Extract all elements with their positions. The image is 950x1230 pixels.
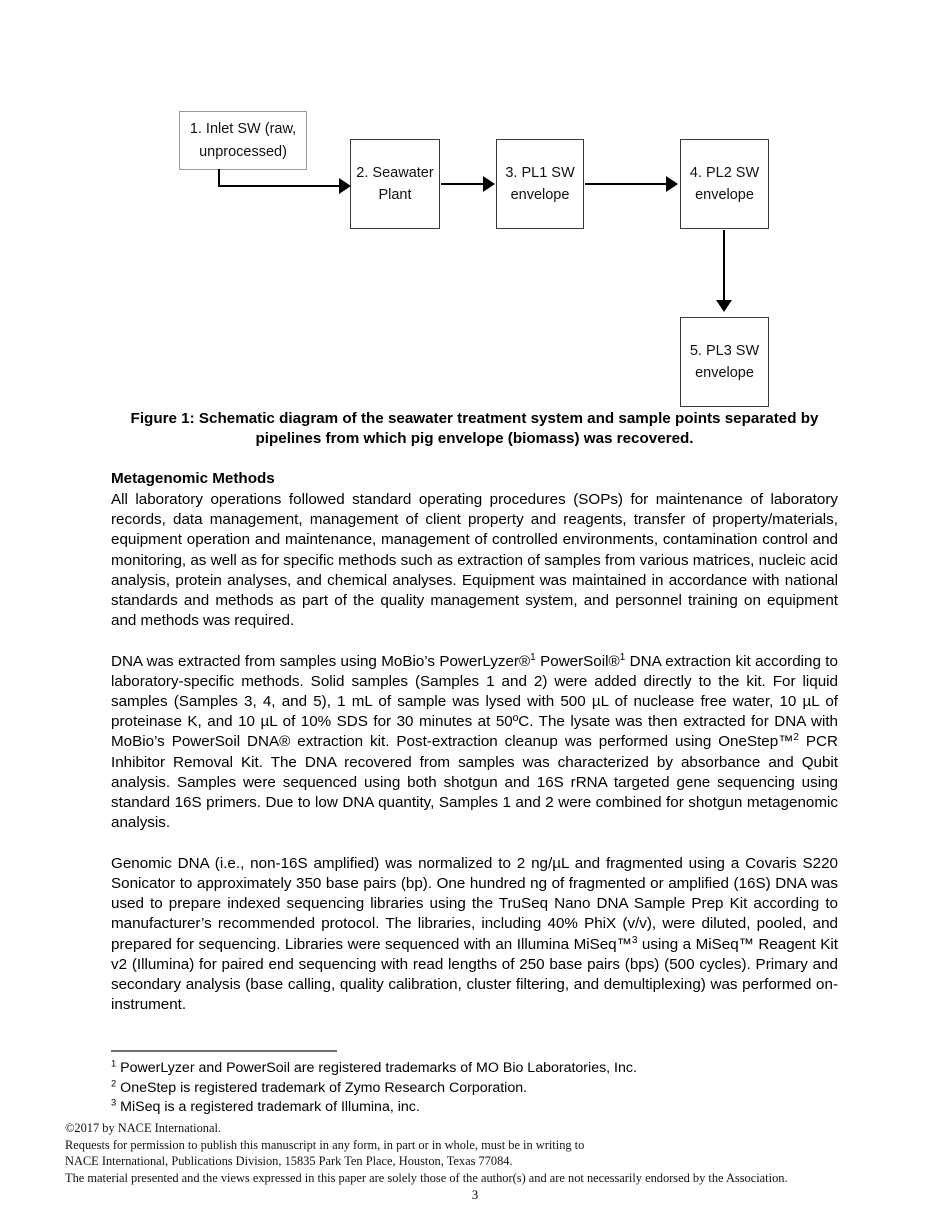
diagram-box-pl3-sw-envelope: [680, 317, 769, 407]
figure-caption: Figure 1: Schematic diagram of the seawater treatment system and sample points separated by pipelines from which pig envelope (biomass) was recovered.: [130, 410, 819, 448]
footnote-text: PowerLyzer and PowerSoil are registered trademarks of MO Bio Laboratories, Inc.: [116, 1060, 637, 1076]
connector-plant-to-pl1: [441, 183, 486, 185]
footnote-item-1: [111, 1059, 838, 1079]
paragraph-segment: DNA was extracted from samples using MoBio’s PowerLyzer®: [111, 652, 531, 670]
copyright-line-1: ©2017 by NACE International.: [65, 1121, 222, 1135]
copyright-line-4: The material presented and the views expressed in this paper are solely those of the author(s) and are not necessarily endorsed by the Association.: [65, 1170, 788, 1185]
arrowhead-right-icon: [483, 176, 495, 192]
diagram-box-label: 3. PL1 SW envelope: [505, 164, 575, 203]
paragraph-segment: Genomic DNA (i.e., non-16S amplified) was normalized to 2 ng/µL and fragmented using a Covaris S220 Sonicator to approximately 350 base pairs (bp). One hundred ng of fragmented or amplified (16S) DNA was used to prepare indexed sequencing libraries using the TruSeq Nano DNA Sample Prep Kit according to manufacturer’s recommended protocol. The libraries, including 40% PhiX (v/v), were diluted, pooled, and prepared for sequencing. Libraries were sequenced with an Illumina MiSeq™: [111, 854, 838, 953]
footnote-item-3: [111, 1098, 838, 1118]
page-number: 3: [471, 1188, 479, 1202]
connector-pl1-to-pl2: [585, 183, 668, 185]
copyright-line-3: NACE International, Publications Division, 15835 Park Ten Place, Houston, Texas 77084.: [65, 1154, 513, 1169]
paragraph-segment: DNA extraction kit according to laboratory-specific methods. Solid samples (Samples 1 and 2) were added directly to the kit. For liquid samples (Samples 3, 4, and 5), 1 mL of sample was lysed with 500 µL of nuclease free water, 10 µL of proteinase K, and 10 µL of 10% SDS for 30 minutes at 50ºC. The lysate was then extracted for DNA with MoBio’s PowerSoil DNA® extraction kit. Post-extraction cleanup was performed using OneStep™: [111, 652, 838, 751]
diagram-box-label: 5. PL3 SW envelope: [689, 342, 760, 381]
figure-1-diagram: [0, 0, 950, 410]
section-heading: Metagenomic Methods: [111, 470, 275, 487]
diagram-box-label: 1. Inlet SW (raw, unprocessed): [189, 121, 297, 160]
diagram-box-inlet-sw: [179, 111, 307, 170]
footnote-separator: [111, 1050, 337, 1052]
diagram-box-label: 4. PL2 SW envelope: [689, 164, 760, 203]
connector-inlet-to-plant-horizontal: [218, 185, 348, 187]
footnote-ref-2: 2: [793, 732, 799, 744]
footnote-list: [111, 1059, 838, 1118]
diagram-box-pl2-sw-envelope: [680, 139, 769, 229]
copyright-line-2: Requests for permission to publish this manuscript in any form, in part or in whole, must be in writing to: [65, 1137, 585, 1152]
diagram-box-label: 2. Seawater Plant: [356, 164, 434, 203]
diagram-box-seawater-plant: [350, 139, 440, 229]
footnote-marker: 1: [111, 1058, 117, 1069]
arrowhead-down-icon: [716, 300, 732, 312]
footnote-item-2: [111, 1079, 838, 1099]
footnote-ref-3: 3: [631, 934, 638, 946]
copyright-block: [65, 1120, 855, 1186]
paragraph-segment: using a MiSeq™ Reagent Kit v2 (Illumina) for paired end sequencing with read lengths of 250 base pairs (bps) (500 cycles). Primary and secondary analysis (base calling, quality calibration, cluster filtering, and demultiplexing) was performed on-instrument.: [111, 935, 838, 1014]
paragraph-dna-extraction: [111, 652, 838, 834]
paragraph-segment: PCR Inhibitor Removal Kit. The DNA recovered from samples was characterized by absorbance and Qubit analysis. Samples were sequenced using both shotgun and 16S rRNA targeted gene sequencing using standard 16S primers. Due to low DNA quantity, Samples 1 and 2 were combined for shotgun metagenomic analysis.: [111, 733, 838, 832]
footnote-marker: 2: [111, 1077, 117, 1088]
paragraph-segment: PowerSoil®: [535, 652, 620, 670]
footnote-ref-1b: 1: [619, 651, 626, 663]
arrowhead-right-icon: [666, 176, 678, 192]
diagram-box-pl1-sw-envelope: [496, 139, 584, 229]
footnote-marker: 3: [111, 1097, 117, 1108]
footnote-text: OneStep is registered trademark of Zymo Research Corporation.: [116, 1079, 528, 1096]
footnote-ref-1: 1: [530, 651, 536, 663]
body-text-column: [111, 469, 838, 1015]
paragraph-lab-operations: All laboratory operations followed standard operating procedures (SOPs) for maintenance of laboratory records, data management, management of client property and reagents, transfer of property/materials, equipment operation and maintenance, management of controlled environments, contamination control and monitoring, as well as for specific methods such as extraction of samples from various matrices, nucleic acid analysis, protein analyses, and chemical analyses. Equipment was maintained in accordance with national standards and methods as part of the quality management system, and personnel training on equipment and methods was required.: [111, 491, 838, 630]
footnote-text: MiSeq is a registered trademark of Illumina, inc.: [116, 1099, 420, 1116]
paragraph-genomic-dna: [111, 854, 838, 1016]
connector-pl2-to-pl3: [723, 230, 725, 302]
